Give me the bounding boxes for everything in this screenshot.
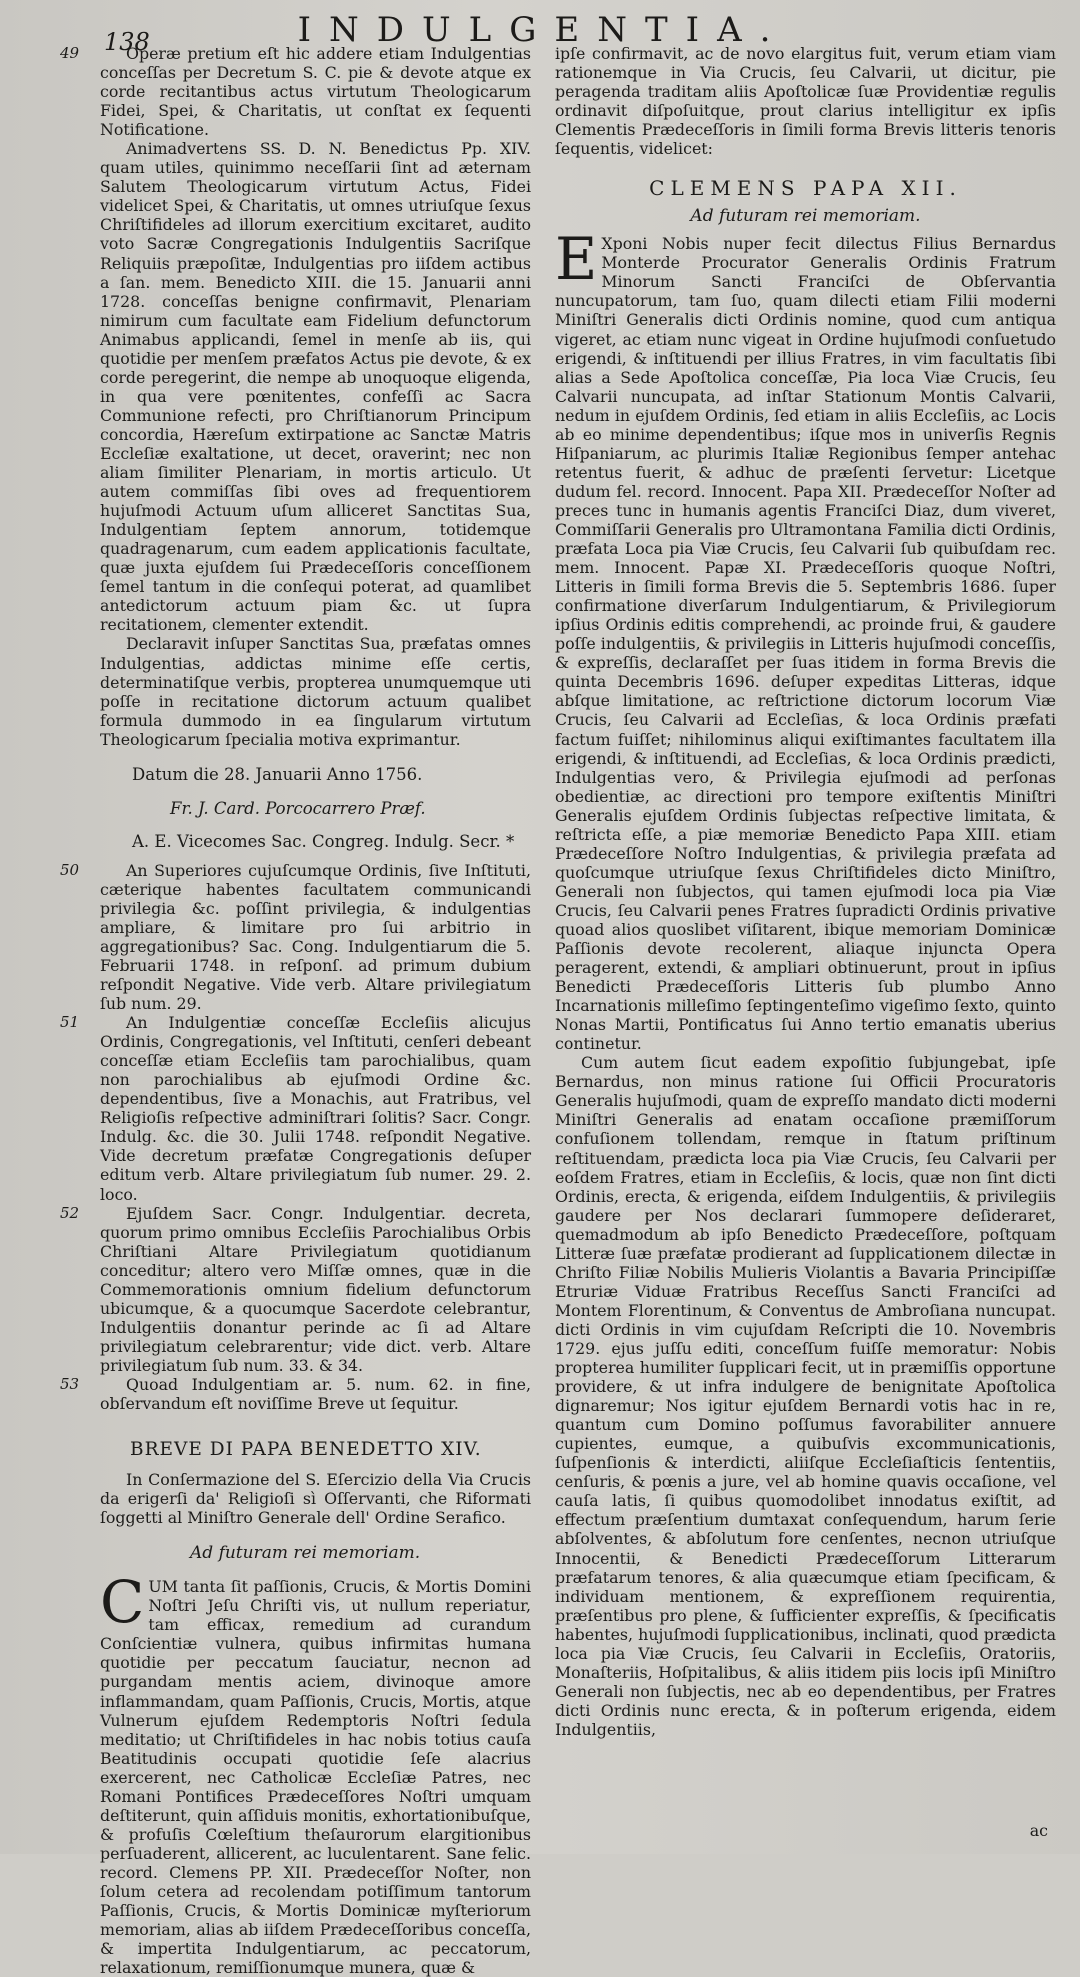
paragraph-text: Animadvertens SS. D. N. Benedictus Pp. XIV. quam utiles, quinimmo neceſſarii ſint ad æternam Salutem Theologicarum virtutum Actus, Fidei videlicet Spei, & Charitatis, ut omnes utriuſque ſexus Chriſtifideles ad illorum exercitium excitaret, audito voto Sacræ Congregationis Indulgentiis Sacriſque Reliquiis præpoſitæ, Indulgentias pro iiſdem actibus a ſan. mem. Benedicto XIII. die 15. Januarii anni 1728. conceſſas benigne confirmavit, Plenariam nimirum cum facultate eam Fidelium defunctorum Animabus applicandi, ſemel in menſe ab iis, qui quotidie per menſem præfatos Actus pie devote, & ex corde peregerint, die nempe ab unoquoque eligenda, in qua vere pœnitentes, confeſſi ac Sacra Communione refecti, pro Chriſtianorum Principum concordia, Hæreſum extirpatione ac Sanctæ Matris Eccleſiæ exaltatione, ut decet, oraverint; nec non aliam ſimiliter Plenariam, in mortis articulo. Ut autem commiſſas ſibi oves ad frequentiorem hujuſmodi Actuum uſum alliceret Sanctitas Sua, Indulgentiam ſeptem annorum, totidemque quadragenarum, cum eadem applicationis facultate, quæ juxta ejuſdem ſui Prædeceſſoris conceſſionem ſemel tantum in die conſequi poterat, ad quamlibet antedictorum actuum piam &c. ut ſupra recitationem, clementer extendit.	[100, 139, 531, 635]
paragraph-53	[30, 1375, 531, 1413]
paragraph-text: UM tanta ſit paſſionis, Crucis, & Mortis Domini Noſtri Jeſu Chriſti vis, ut nullum reperiatur, tam efficax, remedium ad curandum Conſcientiæ vulnera, quibus infirmitas humana quotidie per peccatum ſauciatur, necnon ad purgandam mentis aciem, divinoque amore inflammandam, quam Paſſionis, Crucis, Mortis, atque Vulnerum ejuſdem Redemptoris Noſtri ſedula meditatio; ut Chriſtifideles in hac nobis totius cauſa Beatitudinis occupati quotidie ſeſe alacrius exercerent, nec Catholicæ Eccleſiæ Patres, nec Romani Pontifices Prædeceſſores Noſtri umquam deſtiterunt, quin aſſiduis monitis, exhortationibuſque, & profuſis Cœleſtium theſaurorum elargitionibus perſuaderent, allicerent, ac luculentarent. Sane felic. record. Clemens PP. XII. Prædeceſſor Noſter, non ſolum cetera ad recolendam potiſſimum tantorum Paſſionis, Crucis, & Mortis Dominicæ myſteriorum memoriam, alias ab iiſdem Prædeceſſoribus conceſſa, & impertita Indulgentiarum, ac peccatorum, relaxationum, remiſſionumque munera, quæ &	[100, 1577, 531, 1977]
drop-cap: C	[100, 1568, 145, 1637]
catchword: ac	[1029, 1821, 1048, 1840]
paragraph-text: Operæ pretium eſt hic addere etiam Indulgentias conceſſas per Decretum S. C. pie & devote atque ex corde recitantibus actus virtutum Theologicarum Fidei, Spei, & Charitatis, ut conſtat ex ſequenti Notificatione.	[100, 44, 531, 140]
paragraph-number: 51	[60, 1013, 80, 1032]
drop-cap: E	[555, 225, 598, 294]
date-line: Datum die 28. Januarii Anno 1756.	[132, 764, 423, 784]
paragraph-text: An Superiores cujuſcumque Ordinis, ſive Inſtituti, cæterique habentes facultatem communicandi privilegia &c. poſſint privilegia, & indulgentias ampliare, & limitare pro ſui arbitrio in aggregationibus? Sac. Cong. Indulgentiarum die 5. Februarii 1748. in reſponſ. ad primum dubium reſpondit Negative. Vide verb. Altare privilegiatum ſub num. 29.	[100, 860, 531, 1014]
paragraph-text: Declaravit inſuper Sanctitas Sua, præfatas omnes Indulgentias, addictas minime eſſe certis, determinatiſque verbis, propterea unumquemque uti poſſe in recitatione dictorum actuum qualibet formula dummodo in ea ſingularum virtutum Theologicarum ſpecialia motiva exprimantur.	[100, 634, 531, 749]
paragraph-text: An Indulgentiæ conceſſæ Eccleſiis alicujus Ordinis, Congregationis, vel Inſtituti, cenſeri debeant conceſſæ etiam Eccleſiis tam parochialibus, quam non parochialibus ab ejuſmodi Ordine &c. dependentibus, ſive a Monachis, aut Fratribus, vel Religioſis reſpective adminiſtrari ſolitis? Sacr. Congr. Indulg. &c. die 30. Julii 1748. reſpondit Negative. Vide decretum præfatæ Congregationis deſuper editum verb. Altare privilegiatum ſub numer. 29. 2. loco.	[100, 1013, 531, 1204]
running-title: INDULGENTIA.	[297, 10, 789, 50]
clemens-body	[555, 225, 1056, 1739]
paragraph-50	[30, 861, 531, 1013]
paragraph-text: Xponi Nobis nuper fecit dilectus Filius Bernardus Monterde Procurator Generalis Ordinis Fratrum Minorum Sancti Franciſci de Obſervantia nuncupatorum, tam ſuo, quam dilecti etiam Filii moderni Miniſtri Generalis dicti Ordinis nomine, quod cum antiqua vigeret, ac etiam nunc vigeat in Ordine hujuſmodi conſuetudo erigendi, & inſtituendi per illius Fratres, in vim facultatis ſibi alias a Sede Apoſtolica conceſſæ, Pia loca Viæ Crucis, ſeu Calvarii nuncupata, ad inſtar Stationum Montis Calvarii, nedum in ejuſdem Ordinis, ſed etiam in aliis Eccleſiis, ac Locis ab eo minime dependentibus; iſque mos in univerſis Regnis Hiſpaniarum, ac plurimis Italiæ Regionibus ſemper antehac retentus fuerit, & adhuc de præſenti ſervetur: Licetque dudum fel. record. Innocent. Papa XII. Prædeceſſor Noſter ad preces tunc in humanis agentis Franciſci Diaz, dum viveret, Commiſſarii Generalis pro Ultramontana Familia dicti Ordinis, præfata Loca pia Viæ Crucis, ſeu Calvarii ſub quibuſdam rec. mem. Innocent. Papæ XI. Prædeceſſoris quoque Noſtri, Litteris in ſimili forma Brevis die 5. Septembris 1686. ſuper confirmatione diverſarum Indulgentiarum, & Privilegiorum ipſius Ordinis editis comprehendi, ac proinde frui, & gaudere poſſe indulgentiis, & privilegiis in Litteris hujuſmodi conceſſis, & expreſſis, declaraſſet per ſuas itidem in forma Brevis die quinta Decembris 1696. deſuper expeditas Litteras, idque abſque limitatione, ac reſtrictione dictorum locorum Viæ Crucis, ſeu Calvarii ad Eccleſias, & loca Ordinis præfati factum fuiſſet; nihilominus aliqui exiſtimantes facultatem illa erigendi, & inſtituendi, ad Eccleſias, & loca Ordinis prædicti, Indulgentias vero, & Privilegia ejuſmodi ad perſonas obedientiæ, ac directioni pro tempore exiſtentis Miniſtri Generalis ejuſdem Ordinis ſubjectas reſpective limitata, & reſtricta eſſe, a piæ memoriæ Benedicto Papa XIII. etiam Prædeceſſore Noſtro Indulgentias, & privilegia præfata ad quoſcumque utriuſque ſexus Chriſtifideles dicto Miniſtro, Generali non ſubjectos, qui tamen ejuſmodi loca pia Viæ Crucis, ſeu Calvarii penes Fratres ſupradicti Ordinis privative quoad alios quoslibet viſitarent, ibique memoriam Dominicæ Paſſionis devote recolerent, aliaque injuncta Opera peragerent, extendi, & ampliari obtinuerunt, prout in ipſius Benedicti Prædeceſſoris Litteris ſub plumbo Anno Incarnationis milleſimo ſeptingenteſimo vigeſimo ſexto, quinto Nonas Martii, Pontificatus ſui Anno tertio emanatis uberius continetur.	[555, 234, 1056, 1054]
signature-prefect: Fr. J. Card. Porcocarrero Præf.	[170, 798, 426, 818]
page-number: 138	[104, 28, 150, 56]
ad-futuram-heading: Ad futuram rei memoriam.	[190, 1543, 421, 1564]
paragraph-text: ipſe confirmavit, ac de novo elargitus fuit, verum etiam viam rationemque in Via Crucis, ſeu Calvarii, ut dicitur, pie peragenda traditam aliis Apoſtolicæ ſuæ Providentiæ regulis ordinavit diſpoſuitque, prout clarius intelligitur ex ipſis Clementis Prædeceſſoris in ſimili forma Brevis litteris tenoris ſequentis, videlicet:	[555, 44, 1056, 159]
left-column	[30, 44, 545, 1977]
paragraph-text: Ejuſdem Sacr. Congr. Indulgentiar. decreta, quorum primo omnibus Eccleſiis Parochialibus Orbis Chriſtiani Altare Privilegiatum quotidianum conceditur; altero vero Miſſæ omnes, quæ in die Commemorationis omnium fidelium defunctorum ubicumque, & a quocumque Sacerdote celebrantur, Indulgentiis donantur perinde ac ſi ad Altare privilegiatum celebrarentur; vide dict. verb. Altare privilegiatum ſub num. 33. & 34.	[100, 1203, 531, 1375]
ad-futuram-heading: Ad futuram rei memoriam.	[690, 206, 921, 227]
paragraph-51	[30, 1013, 531, 1203]
paragraph-text: Cum autem ſicut eadem expoſitio ſubjungebat, ipſe Bernardus, non minus ratione ſui Officii Procuratoris Generalis hujuſmodi, quam de expreſſo mandato dicti moderni Miniſtri Generalis ad enatam occaſione præmiſſorum confuſionem tollendam, remque in ſtatum priſtinum reſtituendam, prædicta loca pia Viæ Crucis, ſeu Calvarii per eoſdem Fratres, etiam in Eccleſiis, & locis, quæ non ſint dicti Ordinis, erecta, & erigenda, eiſdem Indulgentiis, & privilegiis gaudere per Nos declarari ſummopere deſideraret, quemadmodum ab ipſo Benedicto Prædeceſſore, poſtquam Litteræ ſuæ præfatæ prodierant ad ſupplicationem dilectæ in Chriſto Filiæ Nobilis Mulieris Violantis a Bavaria Principiſſæ Etruriæ Viduæ Fratribus Receſſus Sancti Franciſci ad Montem Florentinum, & Conventus de Ambroſiana nuncupat. dicti Ordinis in vim cujuſdam Reſcripti die 10. Novembris 1729. ejus juſſu editi, conceſſum fuiſſe memoratur: Nobis propterea humiliter ſupplicari fecit, ut in præmiſſis opportune providere, & ut infra indulgere de benignitate Apoſtolica dignaremur; Nos igitur ejuſdem Bernardi votis hac in re, quantum cum Domino poſſumus favorabiliter annuere cupientes, eumque, a quibuſvis excommunicationis, ſuſpenſionis & interdicti, aliiſque Eccleſiaſticis ſententiis, cenſuris, & pœnis a jure, vel ab homine quavis occaſione, vel cauſa latis, ſi quibus quomodolibet innodatus exiſtit, ad effectum præſentium dumtaxat conſequendum, harum ſerie abſolventes, & abſolutum fore cenſentes, necnon utriuſque Innocentii, & Benedicti Prædeceſſorum Litterarum præfatarum tenores, & alia quæcumque etiam ſpecificam, & individuam mentionem, & expreſſionem requirentia, præſentibus pro plene, & ſufficienter expreſſis, & ſpecificatis habentes, hujuſmodi ſupplicationibus, inclinati, quod prædicta loca pia Viæ Crucis, ſeu Calvarii in Eccleſiis, Oratoriis, Monaſteriis, Hoſpitalibus, & aliis itidem piis locis ipſi Miniſtro Generali non ſubjectis, nec ab eo dependentibus, per Fratres dicti Ordinis nunc erecta, & in poſterum erigenda, eidem Indulgentiis,	[555, 1053, 1056, 1739]
paragraph-number: 52	[60, 1203, 80, 1222]
breve-subtitle: In Conſermazione del S. Eſercizio della Via Crucis da erigerſi da' Religioſi sì Oſſervanti, che Riformati ſoggetti al Miniſtro Generale dell' Ordine Serafico.	[100, 1470, 531, 1528]
paragraph-number: 50	[60, 860, 80, 879]
paragraph-number: 49	[60, 44, 80, 62]
breve-heading: BREVE DI PAPA BENEDETTO XIV.	[130, 1439, 482, 1461]
paragraph-49	[30, 44, 531, 749]
text-columns	[30, 44, 1056, 1977]
clemens-heading: CLEMENS PAPA XII.	[649, 176, 962, 201]
paragraph-52	[30, 1204, 531, 1375]
breve-body	[30, 1568, 531, 1977]
paragraph-number: 53	[60, 1375, 80, 1393]
right-column	[545, 44, 1056, 1854]
paragraph-text: Quoad Indulgentiam ar. 5. num. 62. in fine, obſervandum eſt noviſſime Breve ut ſequitur.	[100, 1375, 531, 1414]
signature-secretary: A. E. Vicecomes Sac. Congreg. Indulg. Secr. *	[132, 831, 515, 851]
